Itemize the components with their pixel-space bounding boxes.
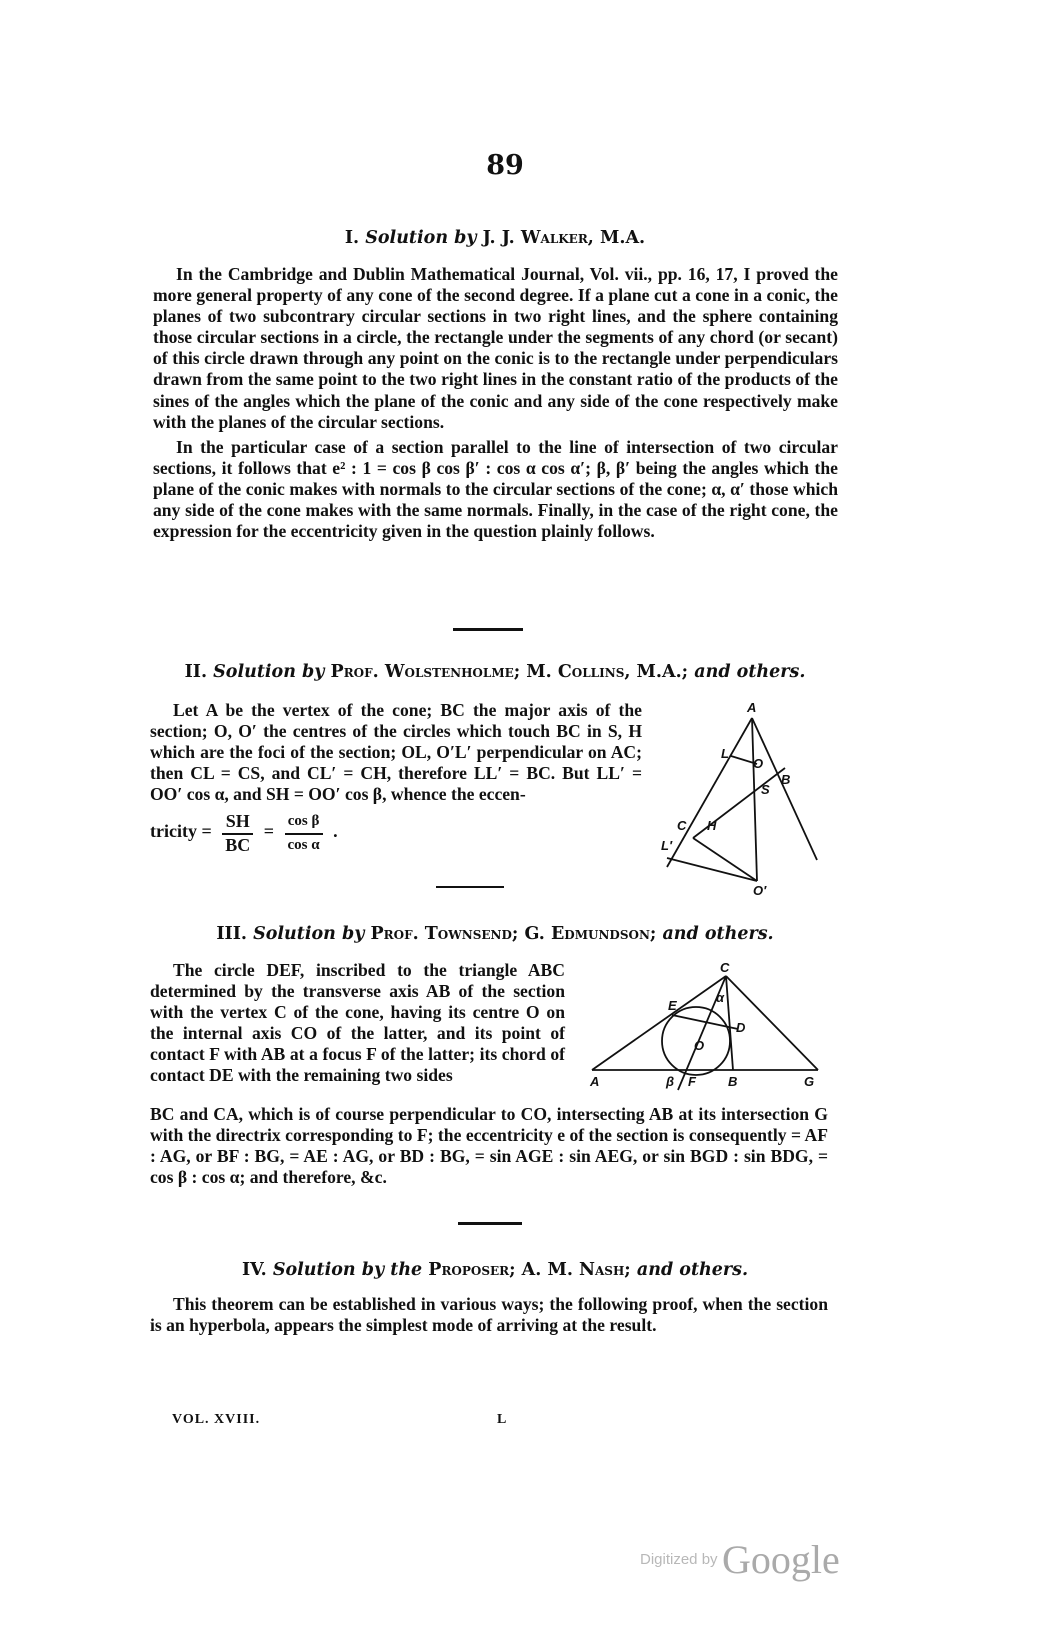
equals-sign: = [263, 821, 275, 842]
solution-label: Solution by [213, 662, 325, 682]
label-o-prime: O′ [753, 883, 767, 898]
solution-label: Solution by [253, 924, 365, 944]
section-number: III. [216, 924, 247, 944]
section-1-body [153, 264, 838, 542]
digitized-watermark [640, 1536, 840, 1583]
gathering-signature: L [497, 1412, 508, 1427]
label-c: C [720, 960, 730, 975]
section-divider [436, 886, 504, 888]
section-2-body [150, 700, 642, 856]
section-divider [458, 1222, 522, 1225]
author-name: Prof. Townsend; G. Edmundson; [370, 924, 657, 944]
paragraph: BC and CA, which is of course perpendicular to CO, intersecting AB at its intersection G with the directrix corresponding to F; the eccentricity e of the section is consequently = AF : AG, or BF : BG, = AE : AG, or BD : BG, = sin AGE : sin AEG, or sin BGD : sin BDG, = cos β : cos α; and therefore, &c. [150, 1104, 828, 1188]
label-a: A [590, 1074, 600, 1089]
label-d: D [736, 1020, 746, 1035]
fraction-cos [285, 811, 323, 855]
label-s: S [761, 782, 770, 797]
section-number: IV. [241, 1260, 267, 1280]
denominator: cos α [287, 836, 320, 853]
label-b: B [728, 1074, 738, 1089]
author-name: Prof. Wolstenholme; M. Collins, M.A.; [330, 662, 689, 682]
section-number: II. [184, 662, 208, 682]
cone-section-figure [655, 700, 830, 900]
paragraph: In the particular case of a section parallel to the line of intersection of two circular sections, it follows that e² : 1 = cos β cos β′ : cos α cos α′; β, β′ being the angles which the plane of the conic makes with normals to the circular sections of the cone; α, α′ those which any side of the cone makes with the same normals. Finally, in the case of the right cone, the expression for the eccentricity given in the question plainly follows. [153, 436, 838, 542]
paragraph: The circle DEF, inscribed to the triangle ABC determined by the transverse axis AB of the section with the vertex C of the cone, having its centre O on the internal axis CO of the latter, and its point of contact F with AB at a focus F of the latter; its chord of contact DE with the remaining two sides [150, 960, 565, 1086]
label-beta: β [666, 1074, 675, 1089]
section-1-heading [150, 228, 840, 248]
section-divider [453, 628, 523, 631]
label-o: O [694, 1038, 705, 1053]
label-f: F [688, 1074, 696, 1089]
section-4-heading [150, 1260, 840, 1280]
and-others: and others. [694, 662, 806, 682]
page-number: 89 [486, 150, 524, 181]
volume-signature: VOL. XVIII. [172, 1412, 261, 1427]
section-3-body-full [150, 1104, 828, 1188]
author-name: J. J. Walker, M.A. [482, 228, 646, 248]
label-l: L [721, 746, 729, 761]
and-others: and others. [636, 1260, 749, 1280]
solution-label: Solution by [365, 228, 477, 248]
formula-lead: tricity = [150, 821, 212, 842]
section-number: I. [344, 228, 360, 248]
numerator: SH [222, 811, 253, 834]
fraction-sh-bc [222, 811, 253, 855]
paragraph: Let A be the vertex of the cone; BC the major axis of the section; O, O′ the centres of the circles which touch BC in S, H which are the foci of the section; OL, O′L′ perpendicular on AC; then CL = CS, and CL′ = CH, therefore LL′ = BC. But LL′ = OO′ cos α, and SH = OO′ cos β, whence the eccen- [150, 700, 642, 805]
section-4-body [150, 1294, 828, 1336]
paragraph: In the Cambridge and Dublin Mathematical Journal, Vol. vii., pp. 16, 17, I proved the more general property of any cone of the second degree. If a plane cut a cone in a conic, the planes of two subcontrary circular sections in two right lines, and the sphere containing those circular sections in a circle, the rectangle under the segments of any chord (or secant) of this circle drawn through any point on the conic is to the rectangle under perpendiculars drawn from the same point to the two right lines in the constant ratio of the products of the sines of the angles which the plane of the conic and any side of the cone respectively make with the planes of the circular sections. [153, 264, 838, 432]
label-g: G [804, 1074, 815, 1089]
solution-label: Solution by the [272, 1260, 423, 1280]
numerator: cos β [285, 811, 323, 834]
eccentricity-formula [150, 811, 642, 855]
paragraph: This theorem can be established in various ways; the following proof, when the section is an hyperbola, appears the simplest mode of arriving at the result. [150, 1294, 828, 1336]
label-c: C [677, 818, 687, 833]
label-alpha: α [716, 990, 725, 1005]
label-h: H [707, 818, 717, 833]
author-name: Proposer; A. M. Nash; [428, 1260, 631, 1280]
label-a: A [747, 700, 757, 715]
watermark-prefix: Digitized by [640, 1551, 718, 1568]
google-logo: Google [722, 1537, 840, 1582]
denominator: BC [225, 834, 251, 855]
section-3-body-narrow [150, 960, 565, 1087]
inscribed-circle-figure [588, 958, 828, 1098]
section-2-heading [150, 662, 840, 682]
label-l-prime: L′ [661, 838, 673, 853]
and-others: and others. [662, 924, 774, 944]
section-3-heading [150, 924, 840, 944]
label-o: O [753, 756, 764, 771]
label-b: B [781, 772, 791, 787]
period: . [333, 821, 338, 842]
label-e: E [668, 998, 677, 1013]
